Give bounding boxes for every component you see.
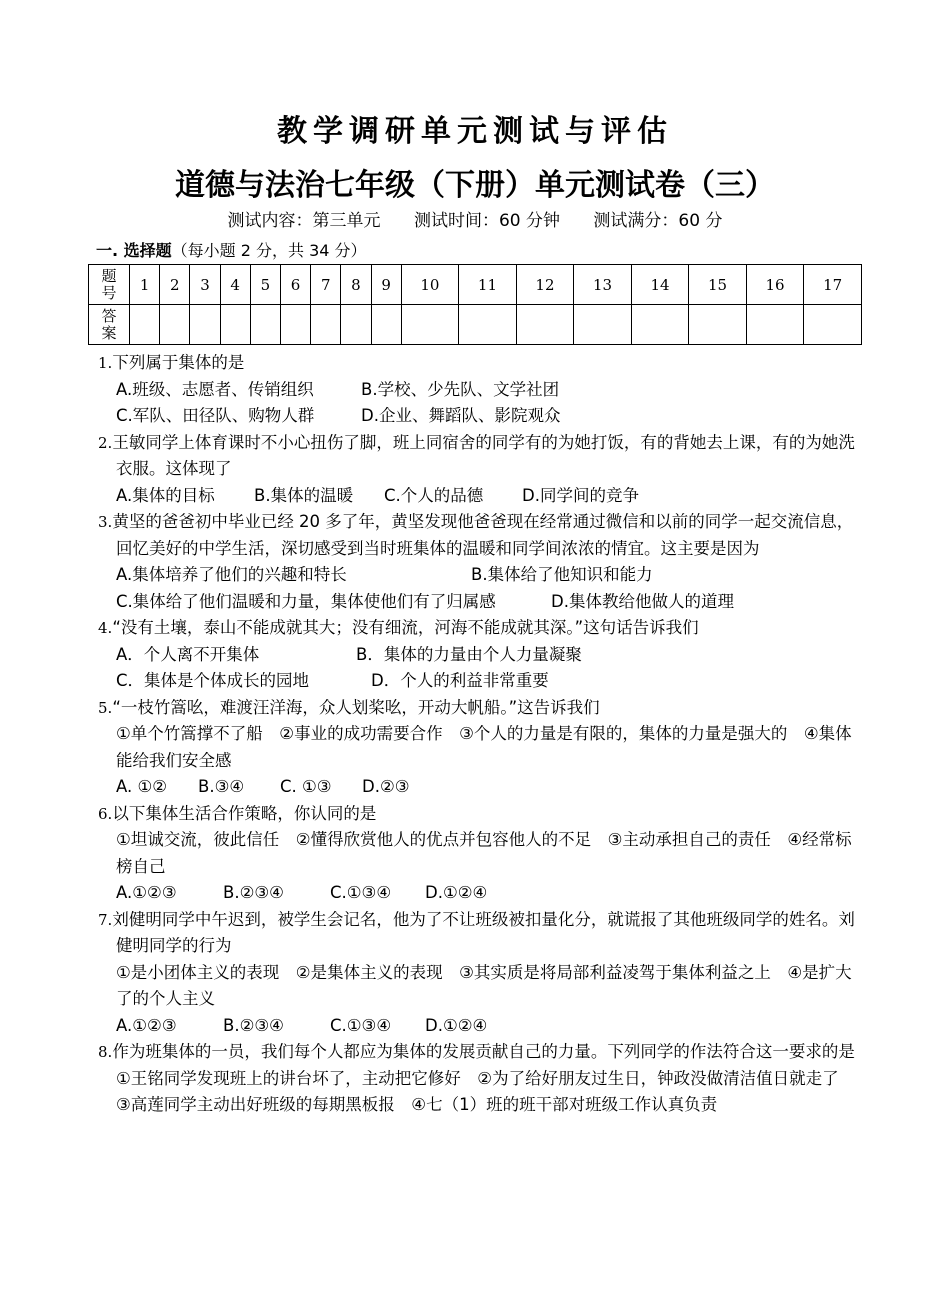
question-item	[98, 430, 858, 510]
question-item	[98, 1039, 858, 1119]
question-number-cell: 7	[311, 265, 341, 305]
option-row	[98, 589, 858, 616]
answer-table	[88, 264, 862, 345]
row-label-number	[89, 265, 130, 305]
answer-cell[interactable]	[689, 305, 747, 345]
question-number-cell: 4	[220, 265, 250, 305]
answer-cell[interactable]	[220, 305, 250, 345]
question-item	[98, 350, 858, 430]
test-time: 测试时间：60 分钟	[413, 211, 560, 231]
question-item	[98, 509, 858, 615]
answer-table-answer-row	[89, 305, 862, 345]
option-row	[98, 774, 858, 801]
question-stem	[98, 1039, 858, 1066]
answer-cell[interactable]	[280, 305, 310, 345]
exam-meta	[0, 206, 950, 231]
option-row	[98, 403, 858, 430]
section-heading	[96, 238, 367, 261]
answer-table-number-row	[89, 265, 862, 305]
question-number-cell: 5	[250, 265, 280, 305]
question-number-cell: 9	[371, 265, 401, 305]
question-text: 刘健明同学中午迟到，被学生会记名，他为了不让班级被扣量化分，就谎报了其他班级同学的姓名。刘健明同学的行为	[112, 909, 855, 955]
answer-option[interactable]: A.①②③	[116, 1015, 177, 1035]
answer-cell[interactable]	[311, 305, 341, 345]
question-item	[98, 801, 858, 907]
question-stem	[98, 350, 858, 377]
question-stem	[98, 509, 858, 562]
answer-option[interactable]: C.军队、田径队、购物人群	[116, 406, 315, 425]
question-list	[98, 350, 858, 1119]
question-statements: ①单个竹篙撑不了船 ②事业的成功需要合作 ③个人的力量是有限的，集体的力量是强大的 ④集体能给我们安全感	[116, 724, 852, 770]
option-row	[98, 377, 858, 404]
answer-option[interactable]: D．个人的利益非常重要	[371, 671, 549, 690]
answer-option[interactable]: A.班级、志愿者、传销组织	[116, 379, 314, 399]
question-number-cell: 16	[746, 265, 804, 305]
answer-option[interactable]: C. ①③	[280, 777, 332, 796]
answer-option[interactable]: B.集体的温暖	[254, 485, 354, 505]
answer-option[interactable]: B.②③④	[223, 883, 284, 902]
question-number-cell: 11	[459, 265, 517, 305]
question-number-cell: 14	[631, 265, 689, 305]
question-text: “没有土壤，泰山不能成就其大；没有细流，河海不能成就其深。”这句话告诉我们	[112, 618, 699, 637]
question-number: 5.	[98, 698, 113, 717]
option-row	[98, 1013, 858, 1040]
answer-option[interactable]: B.③④	[198, 777, 245, 796]
question-text: 黄坚的爸爸初中毕业已经 20 多了年，黄坚发现他爸爸现在经常通过微信和以前的同学一起交流信息，回忆美好的中学生活，深切感受到当时班集体的温暖和同学间浓浓的情宜。这主要是因为	[112, 512, 854, 558]
answer-option[interactable]: D.企业、舞蹈队、影院观众	[361, 406, 561, 425]
row-label-answer-text: 答 案	[101, 306, 117, 342]
answer-cell[interactable]	[371, 305, 401, 345]
section-note: （每小题 2 分，共 34 分）	[171, 241, 367, 260]
answer-cell[interactable]	[250, 305, 280, 345]
answer-cell[interactable]	[459, 305, 517, 345]
option-row	[98, 642, 858, 669]
question-stem	[98, 430, 858, 483]
question-number: 8.	[98, 1043, 113, 1061]
answer-cell[interactable]	[516, 305, 574, 345]
exam-series-title: 教学调研单元测试与评估	[277, 114, 673, 149]
answer-cell[interactable]	[130, 305, 160, 345]
question-number-cell: 8	[341, 265, 371, 305]
answer-option[interactable]: B．集体的力量由个人力量凝聚	[356, 644, 582, 664]
question-number: 7.	[98, 910, 113, 929]
answer-option[interactable]: D.①②④	[425, 1015, 488, 1035]
option-row	[98, 562, 858, 589]
question-number-cell: 15	[689, 265, 747, 305]
question-item	[98, 615, 858, 695]
answer-option[interactable]: A. ①②	[116, 777, 168, 796]
answer-option[interactable]: A.①②③	[116, 883, 177, 902]
question-stem	[98, 801, 858, 828]
answer-option[interactable]: B.②③④	[223, 1015, 284, 1035]
answer-cell[interactable]	[804, 305, 862, 345]
question-number: 1.	[98, 354, 113, 372]
answer-option[interactable]: C.集体给了他们温暖和力量，集体使他们有了归属感	[116, 591, 496, 611]
answer-cell[interactable]	[631, 305, 689, 345]
test-score: 测试满分：60 分	[593, 211, 723, 231]
answer-option[interactable]: C.①③④	[330, 1015, 392, 1035]
question-number: 6.	[98, 804, 113, 823]
question-number-cell: 3	[190, 265, 220, 305]
question-stem	[98, 615, 858, 642]
answer-option[interactable]: D.①②④	[425, 883, 488, 902]
question-statements: ①王铭同学发现班上的讲台坏了，主动把它修好 ②为了给好朋友过生日，钟政没做清洁值日就走了 ③高莲同学主动出好班级的每期黑板报 ④七（1）班的班干部对班级工作认真负责	[116, 1068, 856, 1114]
question-text: 王敏同学上体育课时不小心扭伤了脚，班上同宿舍的同学有的为她打饭，有的背她去上课，有的为她洗衣服。这体现了	[112, 432, 855, 478]
question-statements: ①是小团体主义的表现 ②是集体主义的表现 ③其实质是将局部利益凌驾于集体利益之上 ④是扩大了的个人主义	[116, 962, 852, 1008]
answer-option[interactable]: C．集体是个体成长的园地	[116, 671, 310, 690]
question-number: 3.	[98, 513, 113, 531]
answer-cell[interactable]	[746, 305, 804, 345]
answer-option[interactable]: A.集体培养了他们的兴趣和特长	[116, 565, 347, 584]
question-number-cell: 12	[516, 265, 574, 305]
question-text: “一枝竹篙吆，难渡汪洋海，众人划桨吆，开动大帆船。”这告诉我们	[112, 697, 600, 717]
question-number-cell: 6	[280, 265, 310, 305]
question-item	[98, 907, 858, 1040]
question-statements: ①坦诚交流，彼此信任 ②懂得欣赏他人的优点并包容他人的不足 ③主动承担自己的责任 ④经常标榜自己	[116, 830, 852, 876]
answer-cell[interactable]	[401, 305, 459, 345]
question-number-cell: 17	[804, 265, 862, 305]
exam-paper-title: 道德与法治七年级（下册）单元测试卷（三）	[175, 168, 775, 203]
question-item	[98, 695, 858, 801]
test-content: 测试内容：第三单元	[227, 211, 381, 231]
answer-cell[interactable]	[190, 305, 220, 345]
question-number-cell: 13	[574, 265, 632, 305]
answer-option[interactable]: B.集体给了他知识和能力	[471, 565, 653, 584]
answer-option[interactable]: A.集体的目标	[116, 485, 215, 505]
question-stem	[98, 695, 858, 722]
option-row	[98, 483, 858, 510]
question-stem	[98, 907, 858, 960]
answer-option[interactable]: B.学校、少先队、文学社团	[361, 379, 560, 399]
question-number-cell: 2	[160, 265, 190, 305]
answer-cell[interactable]	[574, 305, 632, 345]
question-number: 2.	[98, 433, 113, 452]
answer-option[interactable]: D.集体教给他做人的道理	[551, 591, 734, 611]
question-number: 4.	[98, 619, 113, 637]
answer-option[interactable]: C.①③④	[330, 883, 392, 902]
answer-option[interactable]: C.个人的品德	[384, 485, 484, 505]
answer-option[interactable]: D.同学间的竞争	[522, 485, 639, 505]
question-text: 以下集体生活合作策略，你认同的是	[112, 803, 377, 823]
answer-option[interactable]: A．个人离不开集体	[116, 644, 260, 664]
question-text: 下列属于集体的是	[112, 353, 245, 372]
answer-cell[interactable]	[160, 305, 190, 345]
row-label-answer	[89, 305, 130, 345]
answer-cell[interactable]	[341, 305, 371, 345]
section-title: 一. 选择题	[96, 241, 172, 260]
question-number-cell: 10	[401, 265, 459, 305]
option-row	[98, 880, 858, 907]
option-row	[98, 668, 858, 695]
answer-option[interactable]: D.②③	[362, 777, 410, 796]
row-label-number-text: 题 号	[101, 266, 117, 302]
question-text: 作为班集体的一员，我们每个人都应为集体的发展贡献自己的力量。下列同学的作法符合这一要求的是	[112, 1042, 855, 1061]
question-number-cell: 1	[130, 265, 160, 305]
